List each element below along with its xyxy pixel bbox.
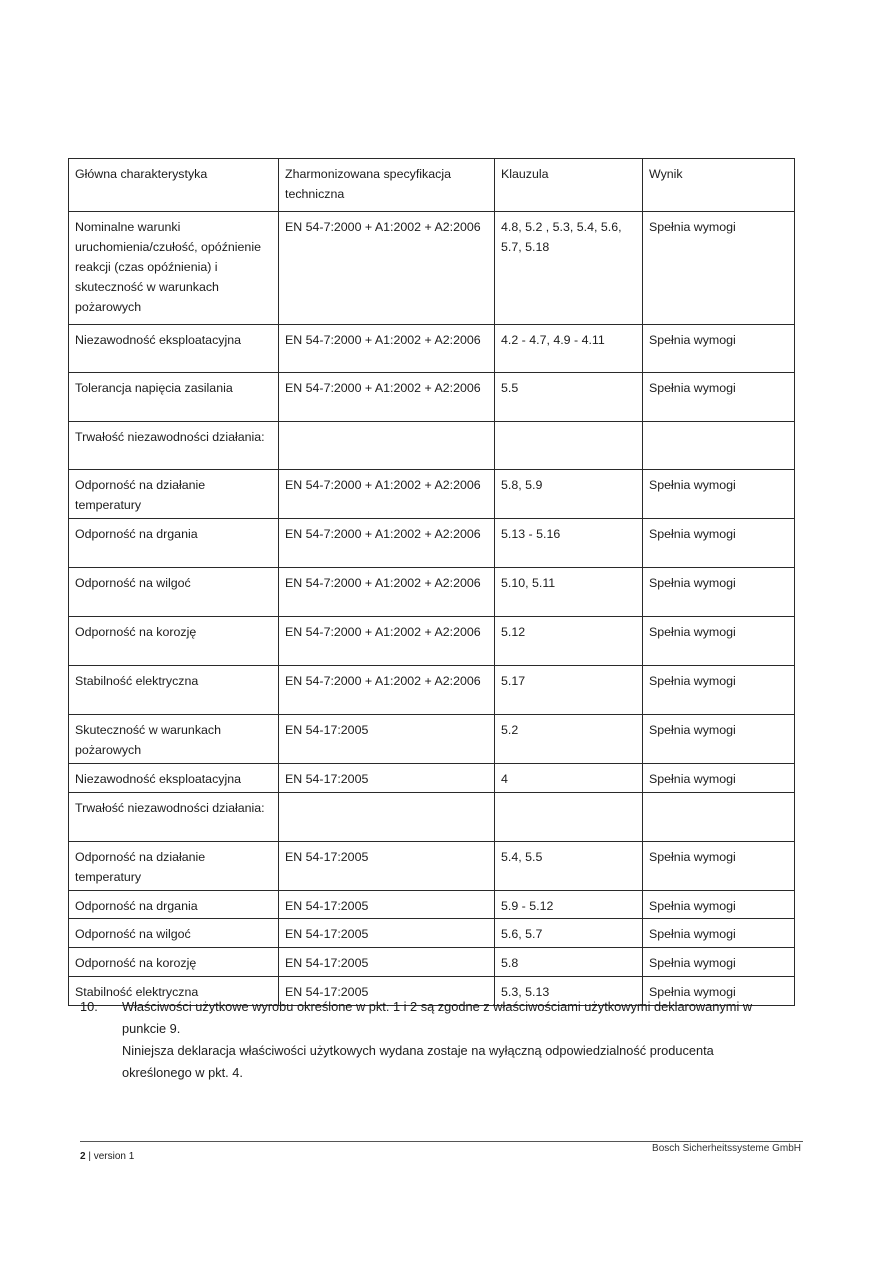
table-row	[69, 519, 795, 568]
cell-spec: EN 54-7:2000 + A1:2002 + A2:2006	[279, 519, 495, 568]
cell-result: Spełnia wymogi	[643, 373, 795, 422]
cell-characteristic: Trwałość niezawodności działania:	[69, 422, 279, 470]
section-10-paragraph-2: Niniejsza deklaracja właściwości użytkowych wydana zostaje na wyłączną odpowiedzialność producenta określonego w pkt. 4.	[122, 1043, 714, 1080]
cell-clause: 4.2 - 4.7, 4.9 - 4.11	[495, 325, 643, 373]
cell-clause: 4.8, 5.2 , 5.3, 5.4, 5.6, 5.7, 5.18	[495, 212, 643, 325]
cell-result: Spełnia wymogi	[643, 977, 795, 1006]
table-row	[69, 891, 795, 919]
cell-characteristic: Odporność na korozję	[69, 617, 279, 666]
cell-characteristic: Stabilność elektryczna	[69, 977, 279, 1006]
cell-characteristic: Trwałość niezawodności działania:	[69, 793, 279, 842]
cell-clause	[495, 793, 643, 842]
cell-clause: 5.4, 5.5	[495, 842, 643, 891]
cell-characteristic: Odporność na wilgoć	[69, 568, 279, 617]
cell-characteristic: Nominalne warunki uruchomienia/czułość, opóźnienie reakcji (czas opóźnienia) i skuteczność w warunkach pożarowych	[69, 212, 279, 325]
cell-characteristic: Niezawodność eksploatacyjna	[69, 764, 279, 793]
performance-table-body	[69, 159, 795, 1006]
cell-clause	[495, 422, 643, 470]
section-10-number: 10.	[80, 999, 98, 1014]
cell-clause: 5.13 - 5.16	[495, 519, 643, 568]
cell-result: Spełnia wymogi	[643, 617, 795, 666]
cell-characteristic: Niezawodność eksploatacyjna	[69, 325, 279, 373]
table-row	[69, 948, 795, 977]
page-number: 2	[80, 1151, 86, 1162]
header-characteristic: Główna charakterystyka	[69, 159, 279, 212]
cell-spec: EN 54-17:2005	[279, 919, 495, 948]
cell-clause: 5.9 - 5.12	[495, 891, 643, 919]
cell-characteristic: Odporność na działanie temperatury	[69, 842, 279, 891]
cell-characteristic: Stabilność elektryczna	[69, 666, 279, 715]
footer-divider	[80, 1141, 803, 1142]
cell-result: Spełnia wymogi	[643, 919, 795, 948]
cell-spec: EN 54-7:2000 + A1:2002 + A2:2006	[279, 568, 495, 617]
cell-characteristic: Odporność na drgania	[69, 519, 279, 568]
cell-characteristic: Skuteczność w warunkach pożarowych	[69, 715, 279, 764]
cell-spec: EN 54-17:2005	[279, 715, 495, 764]
cell-clause: 5.17	[495, 666, 643, 715]
table-row	[69, 764, 795, 793]
cell-spec	[279, 422, 495, 470]
cell-clause: 5.10, 5.11	[495, 568, 643, 617]
cell-result: Spełnia wymogi	[643, 891, 795, 919]
cell-clause: 5.8, 5.9	[495, 470, 643, 519]
cell-result: Spełnia wymogi	[643, 842, 795, 891]
header-spec: Zharmonizowana specyfikacja techniczna	[279, 159, 495, 212]
table-row	[69, 373, 795, 422]
cell-spec: EN 54-7:2000 + A1:2002 + A2:2006	[279, 666, 495, 715]
cell-clause: 5.12	[495, 617, 643, 666]
cell-result: Spełnia wymogi	[643, 666, 795, 715]
cell-result: Spełnia wymogi	[643, 715, 795, 764]
table-row	[69, 325, 795, 373]
table-row	[69, 617, 795, 666]
cell-characteristic: Odporność na działanie temperatury	[69, 470, 279, 519]
cell-spec	[279, 793, 495, 842]
table-row	[69, 919, 795, 948]
cell-spec: EN 54-7:2000 + A1:2002 + A2:2006	[279, 373, 495, 422]
cell-clause: 5.3, 5.13	[495, 977, 643, 1006]
cell-result: Spełnia wymogi	[643, 470, 795, 519]
table-row	[69, 568, 795, 617]
cell-spec: EN 54-17:2005	[279, 977, 495, 1006]
cell-spec: EN 54-7:2000 + A1:2002 + A2:2006	[279, 212, 495, 325]
section-10-paragraph-1: Właściwości użytkowe wyrobu określone w pkt. 1 i 2 są zgodne z właściwościami użytkowymi deklarowanymi w punkcie 9.	[122, 999, 753, 1036]
cell-spec: EN 54-17:2005	[279, 764, 495, 793]
header-result: Wynik	[643, 159, 795, 212]
cell-clause: 4	[495, 764, 643, 793]
cell-spec: EN 54-7:2000 + A1:2002 + A2:2006	[279, 325, 495, 373]
table-row	[69, 793, 795, 842]
performance-table	[68, 158, 795, 1006]
table-row	[69, 422, 795, 470]
cell-result	[643, 422, 795, 470]
cell-spec: EN 54-7:2000 + A1:2002 + A2:2006	[279, 470, 495, 519]
cell-spec: EN 54-17:2005	[279, 842, 495, 891]
cell-result: Spełnia wymogi	[643, 212, 795, 325]
cell-spec: EN 54-7:2000 + A1:2002 + A2:2006	[279, 617, 495, 666]
cell-characteristic: Odporność na korozję	[69, 948, 279, 977]
table-row	[69, 212, 795, 325]
cell-result: Spełnia wymogi	[643, 568, 795, 617]
cell-clause: 5.2	[495, 715, 643, 764]
table-row	[69, 666, 795, 715]
cell-clause: 5.8	[495, 948, 643, 977]
cell-spec: EN 54-17:2005	[279, 948, 495, 977]
table-row	[69, 842, 795, 891]
table-row	[69, 470, 795, 519]
cell-result: Spełnia wymogi	[643, 519, 795, 568]
table-row	[69, 715, 795, 764]
header-clause: Klauzula	[495, 159, 643, 212]
cell-characteristic: Tolerancja napięcia zasilania	[69, 373, 279, 422]
version-label: | version 1	[88, 1151, 135, 1162]
cell-characteristic: Odporność na drgania	[69, 891, 279, 919]
cell-result: Spełnia wymogi	[643, 948, 795, 977]
cell-result	[643, 793, 795, 842]
page-label	[80, 1151, 134, 1162]
cell-result: Spełnia wymogi	[643, 764, 795, 793]
cell-result: Spełnia wymogi	[643, 325, 795, 373]
cell-clause: 5.6, 5.7	[495, 919, 643, 948]
cell-clause: 5.5	[495, 373, 643, 422]
cell-characteristic: Odporność na wilgoć	[69, 919, 279, 948]
company-name: Bosch Sicherheitssysteme GmbH	[652, 1143, 801, 1154]
section-10	[80, 996, 780, 1084]
table-header-row	[69, 159, 795, 212]
cell-spec: EN 54-17:2005	[279, 891, 495, 919]
